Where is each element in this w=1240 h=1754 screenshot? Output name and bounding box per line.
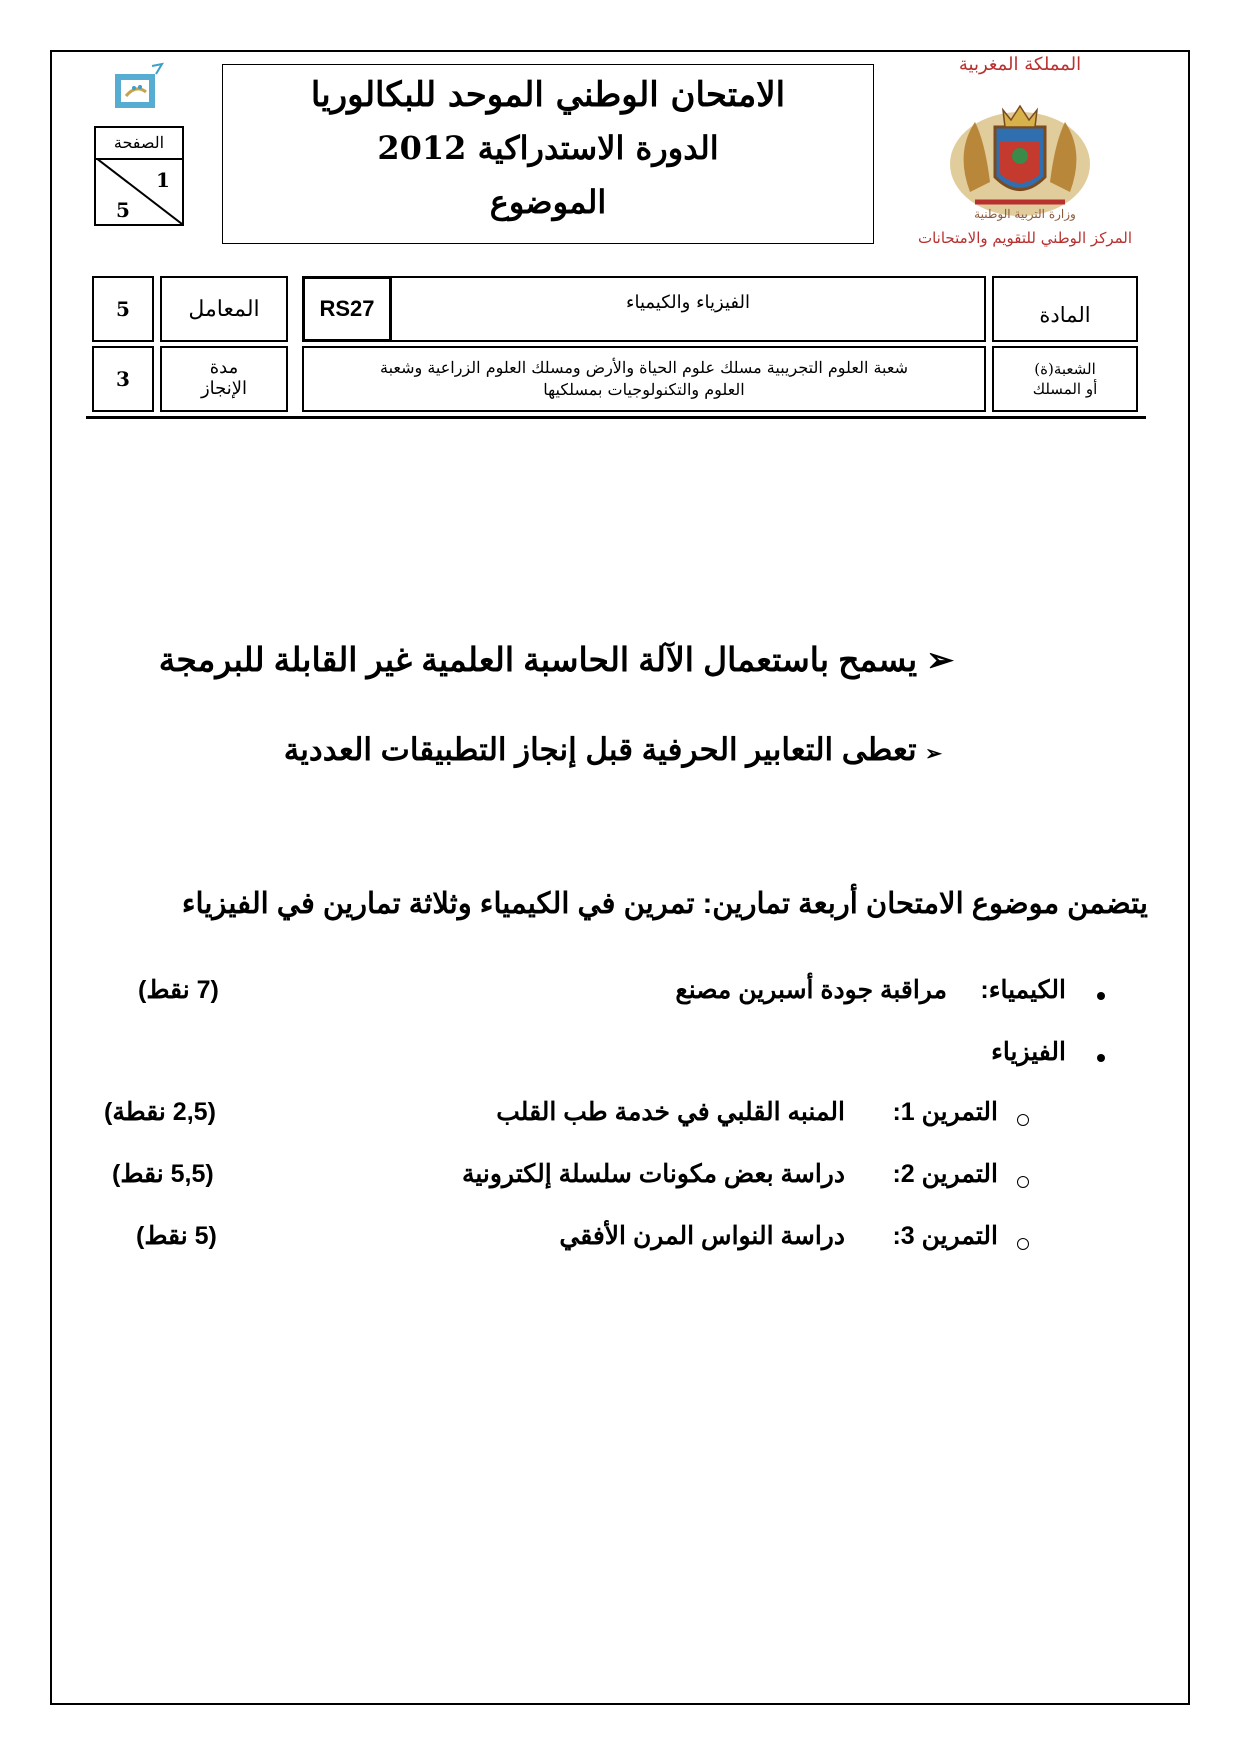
instruction-calculator: ➢ يسمح باستعمال الآلة الحاسبة العلمية غير القابلة للبرمجة <box>158 641 954 678</box>
duration-label-line1: مدة <box>209 357 239 379</box>
exam-subject-heading: الموضوع <box>489 183 607 221</box>
circle-bullet-icon <box>1017 1238 1029 1250</box>
coefficient-label: المعامل <box>160 276 288 342</box>
duration-label-line2: الإنجاز <box>200 378 248 399</box>
coat-of-arms-icon <box>945 82 1095 222</box>
exercise-3-title: دراسة النواس المرن الأفقي <box>559 1222 845 1250</box>
page-total: 5 <box>116 198 130 222</box>
exercise-3-points: (5 نقط) <box>136 1222 217 1250</box>
branch-label-line1: الشعبة(ة) <box>1034 359 1096 378</box>
exam-title: الامتحان الوطني الموحد للبكالوريا <box>310 75 786 115</box>
instruction-literal-expressions: ➢ تعطى التعابير الحرفية قبل إنجاز التطبيقات العددية <box>283 732 942 767</box>
evaluation-center-name: المركز الوطني للتقويم والامتحانات <box>917 229 1133 247</box>
circle-bullet-icon <box>1017 1176 1029 1188</box>
exam-summary: يتضمن موضوع الامتحان أربعة تمارين: تمرين في الكيمياء وثلاثة تمارين في الفيزياء <box>181 888 1148 920</box>
chemistry-title: مراقبة جودة أسبرين مصنع <box>675 976 947 1004</box>
subject-value: الفيزياء والكيمياء <box>390 276 986 342</box>
exercise-2-label: التمرين 2: <box>892 1160 998 1188</box>
header-rule <box>86 416 1146 419</box>
physics-label: الفيزياء <box>991 1038 1066 1066</box>
branch-value <box>302 346 986 412</box>
exam-center-logo-icon <box>112 62 168 112</box>
bullet-icon <box>1097 1054 1105 1062</box>
page-label: الصفحة <box>96 128 182 160</box>
exercise-2-title: دراسة بعض مكونات سلسلة إلكترونية <box>461 1160 845 1188</box>
branch-label-line2: أو المسلك <box>1032 380 1098 398</box>
branch-value-line2: العلوم والتكنولوجيات بمسلكيها <box>543 380 745 399</box>
subject-code: RS27 <box>302 276 392 342</box>
coefficient-value: 5 <box>92 276 154 342</box>
subject-label: المادة <box>992 276 1138 342</box>
exam-session: الدورة الاستدراكية 2012 <box>377 129 719 167</box>
kingdom-name: المملكة المغربية <box>958 54 1082 75</box>
branch-value-line1: شعبة العلوم التجريبية مسلك علوم الحياة والأرض ومسلك العلوم الزراعية وشعبة <box>379 358 909 378</box>
branch-label <box>992 346 1138 412</box>
duration-value: 3 <box>92 346 154 412</box>
exercise-2-points: (5,5 نقط) <box>112 1160 214 1188</box>
page-number-box <box>94 126 184 226</box>
bullet-icon <box>1097 992 1105 1000</box>
arrow-icon: ➢ <box>926 641 954 678</box>
exam-title-box <box>222 64 874 244</box>
exercise-3-label: التمرين 3: <box>892 1222 998 1250</box>
exercise-1-label: التمرين 1: <box>892 1098 998 1126</box>
circle-bullet-icon <box>1017 1114 1029 1126</box>
ministry-name: وزارة التربية الوطنية <box>974 207 1076 221</box>
chemistry-points: (7 نقط) <box>138 976 219 1004</box>
arrow-icon: ➢ <box>925 743 942 765</box>
exercise-1-points: (2,5 نقطة) <box>104 1098 216 1126</box>
chemistry-label: الكيمياء: <box>980 976 1066 1004</box>
duration-label <box>160 346 288 412</box>
exercise-1-title: المنبه القلبي في خدمة طب القلب <box>496 1098 845 1126</box>
page-current: 1 <box>156 168 170 192</box>
